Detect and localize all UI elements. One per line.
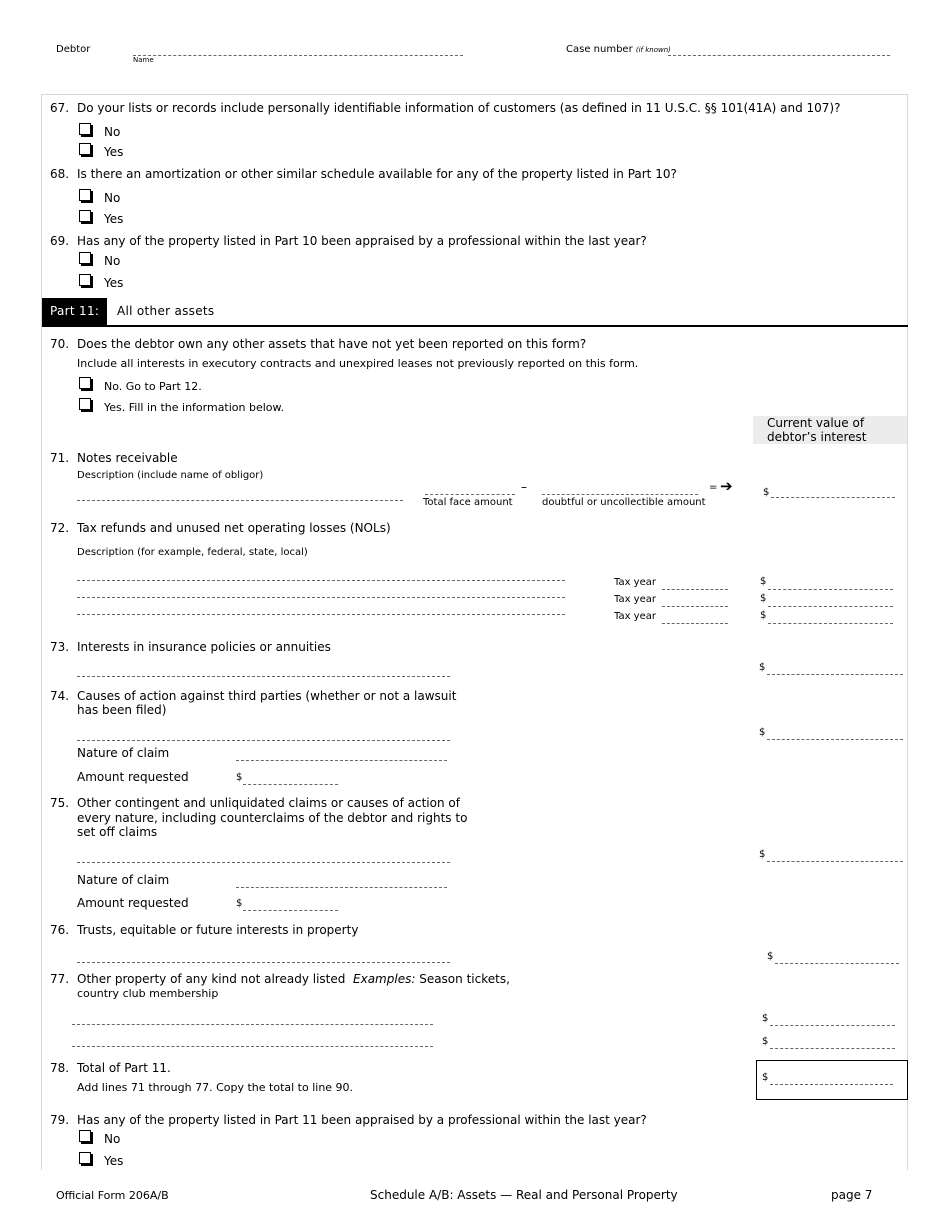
q78-total-field[interactable] xyxy=(770,1084,893,1085)
q68-no-label: No xyxy=(104,191,121,205)
q72-value-field-3[interactable] xyxy=(768,623,893,624)
q76-description-field[interactable] xyxy=(77,962,450,963)
q72-tax-year-label-3: Tax year xyxy=(614,611,656,622)
q71-equals: = xyxy=(709,482,718,493)
q76-number: 76. xyxy=(50,923,70,937)
q72-value-field-2[interactable] xyxy=(768,606,893,607)
q78-text: Total of Part 11. xyxy=(77,1061,171,1075)
q74-dollar-sign: $ xyxy=(759,727,766,738)
q77-text-line2: country club membership xyxy=(77,987,219,1000)
q69-yes-checkbox[interactable] xyxy=(79,274,91,286)
q74-number: 74. xyxy=(50,689,70,703)
q72-description-field-2[interactable] xyxy=(77,597,565,598)
q74-value-field[interactable] xyxy=(767,739,903,740)
q72-dollar-sign-2: $ xyxy=(760,593,767,604)
q72-value-field-1[interactable] xyxy=(768,589,893,590)
q77-description-field-1[interactable] xyxy=(72,1024,433,1025)
q75-value-field[interactable] xyxy=(767,861,903,862)
part-11-rule xyxy=(42,325,908,327)
q77-text-line1: Other property of any kind not already listed Examples: Season tickets, xyxy=(77,972,510,986)
q77-dollar-sign-2: $ xyxy=(762,1036,769,1047)
q73-text: Interests in insurance policies or annuities xyxy=(77,640,331,654)
q70-subtext: Include all interests in executory contracts and unexpired leases not previously reported on this form. xyxy=(77,357,639,370)
q78-number: 78. xyxy=(50,1061,70,1075)
q72-tax-year-label-2: Tax year xyxy=(614,594,656,605)
q71-description-field[interactable] xyxy=(77,500,403,501)
current-value-header: Current value of debtor’s interest xyxy=(753,416,907,444)
q72-tax-year-field-2[interactable] xyxy=(662,606,728,607)
q70-number: 70. xyxy=(50,337,70,351)
footer-page-number: page 7 xyxy=(831,1188,873,1202)
q71-text: Notes receivable xyxy=(77,451,178,465)
q72-dollar-sign-1: $ xyxy=(760,576,767,587)
q67-yes-checkbox[interactable] xyxy=(79,143,91,155)
q71-doubtful-field[interactable] xyxy=(542,494,698,495)
q77-number: 77. xyxy=(50,972,70,986)
q68-yes-checkbox[interactable] xyxy=(79,210,91,222)
q68-number: 68. xyxy=(50,167,70,181)
q78-subtext: Add lines 71 through 77. Copy the total to line 90. xyxy=(77,1081,354,1094)
q70-text: Does the debtor own any other assets that have not yet been reported on this form? xyxy=(77,337,587,351)
q74-amount-dollar-sign: $ xyxy=(236,772,243,783)
form-frame xyxy=(41,94,908,1170)
q71-total-face-label: Total face amount xyxy=(423,497,513,508)
case-number-field[interactable] xyxy=(668,55,890,56)
q70-no-label: No. Go to Part 12. xyxy=(104,380,202,393)
q73-description-field[interactable] xyxy=(77,676,450,677)
q75-amount-field[interactable] xyxy=(243,910,338,911)
q77-description-field-2[interactable] xyxy=(72,1046,433,1047)
case-number-note: (if known) xyxy=(635,46,671,54)
q73-dollar-sign: $ xyxy=(759,662,766,673)
q69-yes-label: Yes xyxy=(104,276,124,290)
q79-text: Has any of the property listed in Part 11 been appraised by a professional within the last year? xyxy=(77,1113,647,1127)
part-11-header xyxy=(42,298,907,326)
q79-no-label: No xyxy=(104,1132,121,1146)
q75-text-line2: every nature, including counterclaims of the debtor and rights to xyxy=(77,811,468,825)
q76-dollar-sign: $ xyxy=(767,951,774,962)
q71-dollar-sign: $ xyxy=(763,487,770,498)
q68-no-checkbox[interactable] xyxy=(79,189,91,201)
q73-number: 73. xyxy=(50,640,70,654)
q69-no-checkbox[interactable] xyxy=(79,252,91,264)
q77-value-field-1[interactable] xyxy=(770,1025,895,1026)
q67-yes-label: Yes xyxy=(104,145,124,159)
q77-dollar-sign-1: $ xyxy=(762,1013,769,1024)
q72-description-field-3[interactable] xyxy=(77,614,565,615)
q78-dollar-sign: $ xyxy=(762,1072,769,1083)
q75-dollar-sign: $ xyxy=(759,849,766,860)
part-11-badge: Part 11: xyxy=(42,298,107,325)
q68-text: Is there an amortization or other similar schedule available for any of the property listed in Part 10? xyxy=(77,167,677,181)
q79-yes-checkbox[interactable] xyxy=(79,1152,91,1164)
q67-text: Do your lists or records include personally identifiable information of customers (as defined in 11 U.S.C. §§ 101(41A) and 107)? xyxy=(77,101,841,115)
q74-amount-label: Amount requested xyxy=(77,770,189,784)
case-number-label: Case number (if known) xyxy=(566,44,671,55)
q76-text: Trusts, equitable or future interests in property xyxy=(77,923,359,937)
q78-total-box xyxy=(756,1060,908,1100)
q76-value-field[interactable] xyxy=(775,963,899,964)
debtor-name-field[interactable] xyxy=(133,55,463,56)
q72-desc-label: Description (for example, federal, state, local) xyxy=(77,547,308,558)
debtor-label: Debtor xyxy=(56,44,91,55)
q72-tax-year-field-1[interactable] xyxy=(662,589,728,590)
q75-description-field[interactable] xyxy=(77,862,450,863)
footer-schedule-title: Schedule A/B: Assets — Real and Personal Property xyxy=(370,1188,678,1202)
q69-number: 69. xyxy=(50,234,70,248)
q75-nature-label: Nature of claim xyxy=(77,873,170,887)
q75-amount-dollar-sign: $ xyxy=(236,898,243,909)
q67-number: 67. xyxy=(50,101,70,115)
q69-no-label: No xyxy=(104,254,121,268)
q71-value-field[interactable] xyxy=(771,497,895,498)
footer-form-name: Official Form 206A/B xyxy=(56,1189,169,1202)
q74-nature-field[interactable] xyxy=(236,760,447,761)
q71-number: 71. xyxy=(50,451,70,465)
q77-examples-label: Examples: xyxy=(353,972,416,986)
q70-no-checkbox[interactable] xyxy=(79,377,91,389)
q74-nature-label: Nature of claim xyxy=(77,746,170,760)
q71-total-face-field[interactable] xyxy=(425,494,515,495)
q69-text: Has any of the property listed in Part 10 been appraised by a professional within the last year? xyxy=(77,234,647,248)
q74-text-line1: Causes of action against third parties (whether or not a lawsuit xyxy=(77,689,457,703)
q77-value-field-2[interactable] xyxy=(770,1048,895,1049)
q74-description-field[interactable] xyxy=(77,740,450,741)
q71-doubtful-label: doubtful or uncollectible amount xyxy=(542,497,706,508)
q79-no-checkbox[interactable] xyxy=(79,1130,91,1142)
name-sublabel: Name xyxy=(133,56,154,64)
q70-yes-checkbox[interactable] xyxy=(79,398,91,410)
q75-text-line3: set off claims xyxy=(77,825,158,839)
q67-no-label: No xyxy=(104,125,121,139)
q74-amount-field[interactable] xyxy=(243,784,338,785)
q72-tax-year-label-1: Tax year xyxy=(614,577,656,588)
q75-amount-label: Amount requested xyxy=(77,896,189,910)
q67-no-checkbox[interactable] xyxy=(79,123,91,135)
q79-number: 79. xyxy=(50,1113,70,1127)
q79-yes-label: Yes xyxy=(104,1154,124,1168)
q72-number: 72. xyxy=(50,521,70,535)
q74-text-line2: has been filed) xyxy=(77,703,167,717)
q71-desc-label: Description (include name of obligor) xyxy=(77,470,264,481)
q72-description-field-1[interactable] xyxy=(77,580,565,581)
part-11-title: All other assets xyxy=(117,304,215,318)
q75-number: 75. xyxy=(50,796,70,810)
q72-dollar-sign-3: $ xyxy=(760,610,767,621)
q73-value-field[interactable] xyxy=(767,674,903,675)
q71-minus: – xyxy=(521,480,527,494)
q75-nature-field[interactable] xyxy=(236,887,447,888)
q71-arrow-icon: ➔ xyxy=(720,477,733,495)
q68-yes-label: Yes xyxy=(104,212,124,226)
q75-text-line1: Other contingent and unliquidated claims or causes of action of xyxy=(77,796,460,810)
q72-text: Tax refunds and unused net operating losses (NOLs) xyxy=(77,521,391,535)
q72-tax-year-field-3[interactable] xyxy=(662,623,728,624)
q70-yes-label: Yes. Fill in the information below. xyxy=(104,401,285,414)
